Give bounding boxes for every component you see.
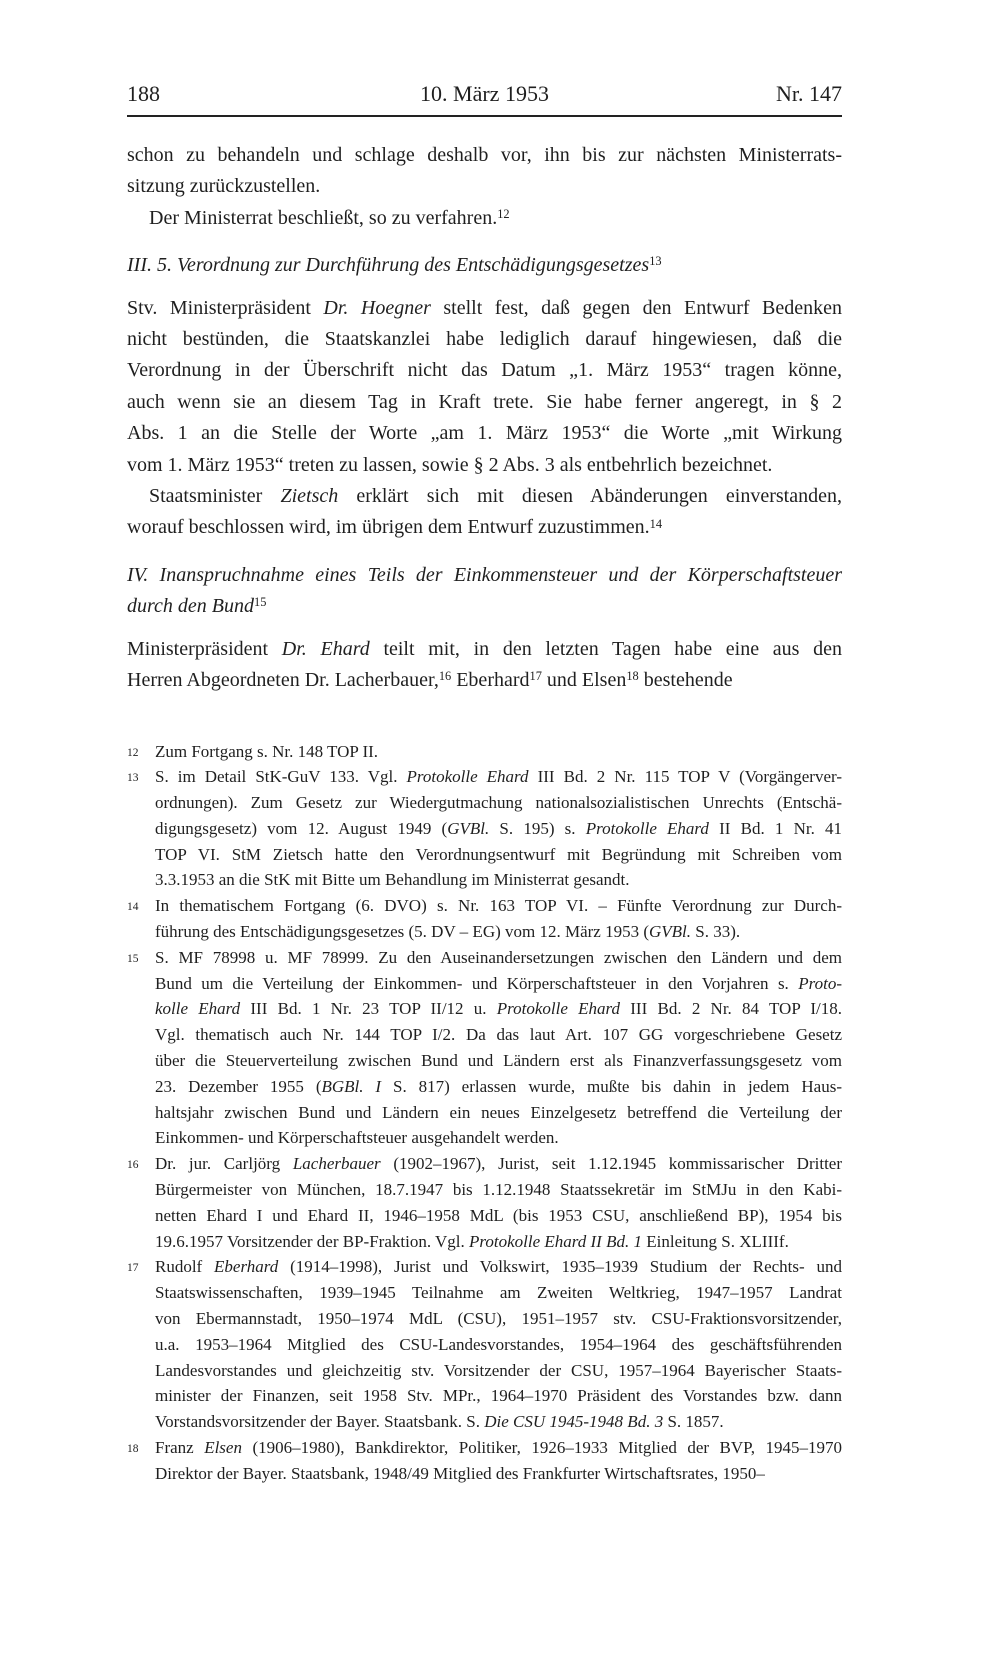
footnote-line [155,1409,842,1435]
footnote-line [155,790,842,816]
text-run: auch wenn sie an diesem Tag in Kraft trete. Sie habe ferner angeregt, in § 2 [127,390,842,413]
text-line [127,512,842,545]
italic-text-run: IV. Inanspruchnahme eines Teils der Einkommensteuer und der Körperschaftsteuer [127,563,842,586]
footnote-line [155,1461,842,1487]
text-run: (1906–1980), Bankdirektor, Politiker, 1926–1933 Mitglied der BVP, 1945–1970 [241,1438,842,1458]
italic-text-run: Protokolle Ehard [585,818,709,838]
footnote-line [155,764,842,790]
text-run: Der Ministerrat beschließt, so zu verfahren. [149,206,498,229]
footnote-line [155,842,842,868]
italic-text-run: kolle Ehard [155,999,241,1019]
footnotes-section [127,739,842,1487]
italic-text-run: durch den Bund [127,595,255,618]
italic-text-run: Zietsch [280,485,339,508]
text-run: TOP VI. StM Zietsch hatte den Verordnungsentwurf mit Begründung mit Schreiben vom [155,844,842,864]
text-run: Abs. 1 an die Stelle der Worte „am 1. März 1953“ die Worte „mit Wirkung [127,422,842,445]
text-line [127,140,842,171]
footnote-line [155,1125,842,1151]
footnote-number: 16 [127,1159,139,1172]
footnote-line [155,1229,842,1255]
footnote-ref: 13 [649,254,662,269]
text-run: nicht bestünden, die Staatskanzlei habe lediglich darauf hingewiesen, daß die [127,328,842,351]
text-run: III Bd. 2 Nr. 115 TOP V (Vorgängerver- [528,767,842,787]
text-line [127,634,842,665]
text-run: sitzung zurückzustellen. [127,175,321,198]
page-number: 188 [127,81,160,106]
text-run: (1902–1967), Jurist, seit 1.12.1945 kommissarischer Dritter [380,1154,842,1174]
text-run: Vorstandsvorsitzender der Bayer. Staatsbank. S. [155,1412,485,1432]
footnote-line [155,971,842,997]
footnote-line [155,867,842,893]
text-run: Herren Abgeordneten Dr. Lacherbauer, [127,669,439,692]
italic-text-run: BGBl. I [321,1076,382,1096]
text-run: S. 1857. [663,1412,724,1432]
text-run: 3.3.1953 an die StK mit Bitte um Behandlung im Ministerrat gesandt. [155,870,630,890]
text-run: Einleitung S. XLIIIf. [641,1231,789,1251]
footnote-line [155,996,842,1022]
text-run: Vgl. thematisch auch Nr. 144 TOP I/2. Da das laut Art. 107 GG vorgeschriebene Gesetz [155,1025,842,1045]
text-run: Direktor der Bayer. Staatsbank, 1948/49 Mitglied des Frankfurter Wirtschaftsrates, 1950– [155,1463,765,1483]
text-run: In thematischem Fortgang (6. DVO) s. Nr. 163 TOP VI. – Fünfte Verordnung zur Durch- [155,896,842,916]
document-number: Nr. 147 [776,81,842,106]
section-heading [127,250,842,283]
text-run: II Bd. 1 Nr. 41 [708,818,843,838]
text-run: Staatswissenschaften, 1939–1945 Teilnahme am Zweiten Weltkrieg, 1947–1957 Landrat [155,1283,842,1303]
text-run: Franz [155,1438,205,1458]
paragraph [127,140,842,203]
text-line [127,387,842,418]
footnote-line [155,1203,842,1229]
section-heading [127,560,842,625]
text-run: Dr. jur. Carljörg [155,1154,293,1174]
italic-text-run: Eberhard [214,1257,279,1277]
text-line [127,293,842,324]
footnote-line [155,1048,842,1074]
text-run: u.a. 1953–1964 Mitglied des CSU-Landesvorstandes, 1954–1964 des geschäftsführenden [155,1334,842,1354]
text-run: S. 33). [691,922,741,942]
italic-text-run: Protokolle Ehard [406,767,529,787]
text-run: vom 1. März 1953“ treten zu lassen, sowie § 2 Abs. 3 als entbehrlich bezeichnet. [127,453,773,476]
footnote-line [155,893,842,919]
footnote-line [155,1306,842,1332]
text-run: S. MF 78998 u. MF 78999. Zu den Auseinandersetzungen zwischen den Ländern und dem [155,947,842,967]
footnote-number: 12 [127,746,139,759]
footnote-12 [127,739,842,765]
text-run: Verordnung in der Überschrift nicht das Datum „1. März 1953“ tragen könne, [127,359,842,382]
italic-text-run: GVBl. [447,818,490,838]
text-line [127,355,842,386]
text-run: III Bd. 1 Nr. 23 TOP II/12 u. [240,999,497,1019]
footnote-line [155,816,842,842]
footnote-15 [127,945,842,1151]
text-run: Ministerpräsident [127,637,282,660]
footnote-ref: 16 [438,669,452,684]
text-line [127,250,842,283]
text-run: Einkommen- und Körperschaftsteuer ausgehandelt werden. [155,1128,559,1148]
italic-text-run: Die CSU 1945-1948 Bd. 3 [484,1412,664,1432]
footnote-17 [127,1254,842,1435]
text-run: ordnungen). Zum Gesetz zur Wiedergutmachung nationalsozialistischen Unrechts (Entschä- [155,793,842,813]
footnote-ref: 15 [254,595,267,610]
footnote-number: 14 [127,901,139,914]
text-run: S. 817) erlassen wurde, mußte bis dahin in jedem Haus- [381,1076,842,1096]
text-run: Rudolf [155,1257,215,1277]
footnote-ref: 14 [649,516,663,531]
footnote-line [155,919,842,945]
footnote-line [155,1280,842,1306]
text-line [127,203,842,236]
text-line [127,171,842,202]
text-line [127,591,842,624]
footnote-line [155,1358,842,1384]
text-run: Stv. Ministerpräsident [127,296,324,319]
text-run: S. im Detail StK-GuV 133. Vgl. [155,767,407,787]
text-run: minister der Finanzen, seit 1958 Stv. MPr., 1964–1970 Präsident des Vorstandes bzw. dann [155,1386,842,1406]
footnote-number: 15 [127,952,139,965]
text-run: digungsgesetz) vom 12. August 1949 ( [155,818,448,838]
text-run: und Elsen [541,669,627,692]
text-line [127,450,842,481]
footnote-16 [127,1151,842,1254]
footnote-number: 13 [127,772,139,785]
text-run: von Ebermannstadt, 1950–1974 MdL (CSU), 1951–1957 stv. CSU-Fraktionsvorsitzender, [155,1309,842,1329]
text-run: Bürgermeister von München, 18.7.1947 bis 1.12.1948 Staatssekretär im StMJu in den Kabi- [155,1180,842,1200]
footnote-line [155,739,842,765]
footnote-number: 18 [127,1443,139,1456]
italic-text-run: Protokolle Ehard [496,999,621,1019]
text-run: Eberhard [451,669,530,692]
footnote-line [155,1435,842,1461]
footnote-line [155,1074,842,1100]
italic-text-run: Protokolle Ehard II Bd. 1 [469,1231,642,1251]
text-line [127,560,842,591]
paragraph [127,293,842,481]
text-run: haltsjahr zwischen Bund und Ländern ein neues Einzelgesetz betreffend die Verteilung der [155,1102,842,1122]
footnote-ref: 17 [529,669,542,684]
paragraph [127,481,842,546]
text-run: erklärt sich mit diesen Abänderungen einverstanden, [338,485,842,508]
text-run: schon zu behandeln und schlage deshalb vor, ihn bis zur nächsten Ministerrats- [127,144,842,166]
footnote-line [155,1254,842,1280]
footnote-number: 17 [127,1262,139,1275]
footnote-line [155,945,842,971]
text-run: netten Ehard I und Ehard II, 1946–1958 MdL (bis 1953 CSU, anschließend BP), 1954 bis [155,1205,842,1225]
text-run: teilt mit, in den letzten Tagen habe eine aus den [369,637,842,660]
text-run: führung des Entschädigungsgesetzes (5. DV – EG) vom 12. März 1953 ( [155,922,650,942]
main-text [127,140,842,699]
text-run: 23. Dezember 1955 ( [155,1076,322,1096]
footnote-13 [127,764,842,893]
paragraph [127,203,842,236]
footnote-ref: 18 [626,669,639,684]
italic-text-run: III. 5. Verordnung zur Durchführung des Entschädigungsgesetzes [127,254,650,277]
text-run: Staatsminister [149,485,281,508]
footnote-14 [127,893,842,945]
text-line [127,324,842,355]
text-run: 19.6.1957 Vorsitzender der BP-Fraktion. Vgl. [155,1231,470,1251]
page-header [127,82,842,117]
italic-text-run: Dr. Hoegner [323,296,431,319]
footnote-line [155,1177,842,1203]
footnote-line [155,1151,842,1177]
footnote-ref: 12 [497,206,510,221]
header-date: 10. März 1953 [420,81,549,106]
paragraph [127,634,842,699]
text-run: S. 195) s. [489,818,586,838]
italic-text-run: Lacherbauer [292,1154,381,1174]
text-line [127,481,842,512]
footnote-line [155,1383,842,1409]
text-run: über die Steuerverteilung zwischen Bund und Ländern erst als Finanzverfassungsgesetz vom [155,1051,842,1071]
footnote-18 [127,1435,842,1487]
italic-text-run: Dr. Ehard [281,637,370,660]
text-run: Bund um die Verteilung der Einkommen- und Körperschaftsteuer in den Vorjahren s. [155,973,799,993]
text-run: Zum Fortgang s. Nr. 148 TOP II. [155,741,379,761]
text-run: III Bd. 2 Nr. 84 TOP I/18. [620,999,843,1019]
text-run: worauf beschlossen wird, im übrigen dem Entwurf zuzustimmen. [127,516,650,539]
text-run: Landesvorstandes und gleichzeitig stv. Vorsitzender der CSU, 1957–1964 Bayerischer Staats- [155,1360,842,1380]
text-run: bestehende [638,669,733,692]
text-line [127,418,842,449]
text-run: (1914–1998), Jurist und Volkswirt, 1935–1939 Studium der Rechts- und [278,1257,842,1277]
italic-text-run: GVBl. [649,922,692,942]
footnote-line [155,1022,842,1048]
text-run: stellt fest, daß gegen den Entwurf Bedenken [430,296,842,319]
italic-text-run: Proto- [798,973,842,993]
text-line [127,665,842,698]
footnote-line [155,1332,842,1358]
italic-text-run: Elsen [204,1438,242,1458]
footnote-line [155,1100,842,1126]
